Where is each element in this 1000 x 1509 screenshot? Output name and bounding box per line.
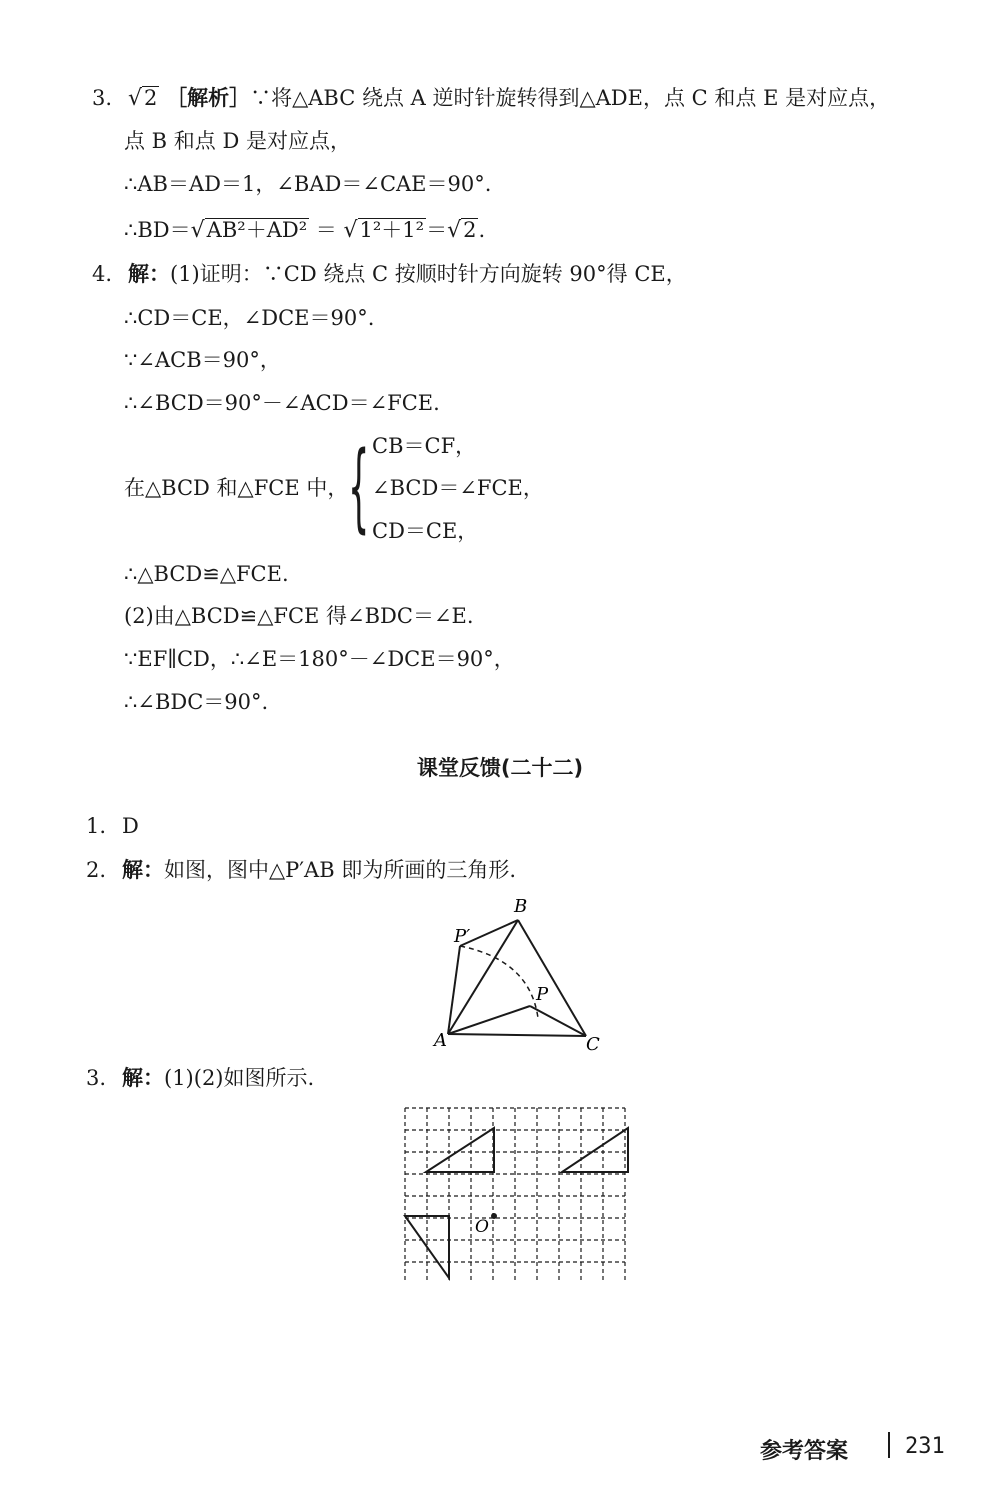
s3-lead: 解： — [122, 1066, 164, 1090]
q3-text2: 点 B 和点 D 是对应点， — [124, 129, 351, 153]
q4-l1: (1)证明：∵CD 绕点 C 按顺时针方向旋转 90°得 CE， — [170, 262, 687, 286]
label-C: C — [586, 1034, 600, 1055]
page-number: 231 — [905, 1434, 945, 1459]
q4-l2: ∴CD＝CE，∠DCE＝90°. — [124, 306, 375, 330]
label-O: O — [475, 1217, 489, 1237]
sqrt-sign: √ — [343, 218, 358, 243]
point-O — [491, 1213, 497, 1219]
triangle-translated — [562, 1128, 628, 1172]
q4-l6: (2)由△BCD≌△FCE 得∠BDC＝∠E. — [124, 604, 474, 628]
grid-figure — [403, 1106, 633, 1282]
q4-lead: 解： — [128, 262, 170, 286]
sqrt-sign: √ — [190, 218, 205, 243]
q3-radical1: AB²＋AD² — [206, 218, 308, 242]
label-P-prime: P′ — [454, 926, 471, 947]
q3-text3: ∴AB＝AD＝1，∠BAD＝∠CAE＝90°. — [124, 172, 492, 196]
q3-eq1: ＝ — [315, 218, 337, 242]
footer-separator — [888, 1432, 890, 1458]
q3-end: . — [478, 218, 486, 242]
q3-radical2: 1²＋1² — [359, 218, 425, 242]
s2-text: 如图，图中△P′AB 即为所画的三角形. — [164, 858, 516, 882]
s1-line — [86, 812, 139, 840]
q3-text4 — [124, 216, 485, 245]
q3-analysis-tag: ［解析］ — [166, 86, 251, 110]
q4-system-lead: 在△BCD 和△FCE 中， — [124, 476, 349, 500]
dashed-grid — [405, 1108, 625, 1282]
segment-AC — [448, 1034, 586, 1036]
q4-line1 — [92, 260, 687, 288]
q4-sys1: CB＝CF， — [372, 434, 477, 458]
label-A: A — [434, 1030, 447, 1051]
q4-l7: ∵EF∥CD，∴∠E＝180°－∠DCE＝90°， — [124, 647, 515, 671]
s3-text: (1)(2)如图所示. — [164, 1066, 315, 1090]
q4-l8: ∴∠BDC＝90°. — [124, 690, 269, 714]
s3-number: 3. — [86, 1066, 107, 1090]
sqrt-sign: √ — [447, 218, 462, 243]
footer-label: 参考答案 — [760, 1439, 849, 1464]
q4-l3: ∵∠ACB＝90°， — [124, 348, 281, 372]
section-title: 课堂反馈(二十二) — [416, 756, 584, 780]
q4-l4: ∴∠BCD＝90°－∠ACD＝∠FCE. — [124, 391, 440, 415]
triangle-rotated — [405, 1216, 449, 1278]
q4-l5: ∴△BCD≌△FCE. — [124, 562, 289, 586]
s1-answer: D — [122, 814, 139, 838]
q3-eq2: ＝ — [426, 218, 448, 242]
q3-answer: 2 — [144, 86, 158, 110]
q3-text1: ∵将△ABC 绕点 A 逆时针旋转得到△ADE，点 C 和点 E 是对应点， — [250, 86, 891, 110]
label-P: P — [536, 984, 549, 1005]
segment-AP — [448, 1006, 530, 1034]
q3-radical3: 2 — [463, 218, 477, 242]
system-brace: { — [348, 431, 370, 543]
s2-lead: 解： — [122, 858, 164, 882]
q3-line1 — [92, 84, 890, 113]
s1-number: 1. — [86, 814, 107, 838]
q4-sys3: CD＝CE， — [372, 519, 479, 543]
q4-number: 4. — [92, 262, 113, 286]
label-B: B — [514, 896, 528, 917]
triangle-original — [426, 1128, 494, 1172]
triangle-figure — [420, 890, 620, 1060]
q3-number: 3. — [92, 86, 113, 110]
sqrt-sign: √ — [128, 86, 143, 111]
s2-line — [86, 856, 516, 884]
q4-sys2: ∠BCD＝∠FCE， — [372, 476, 544, 500]
q3-text4-pre: ∴BD＝ — [124, 218, 191, 242]
segment-AP-prime — [448, 946, 460, 1034]
s3-line — [86, 1064, 314, 1092]
s2-number: 2. — [86, 858, 107, 882]
